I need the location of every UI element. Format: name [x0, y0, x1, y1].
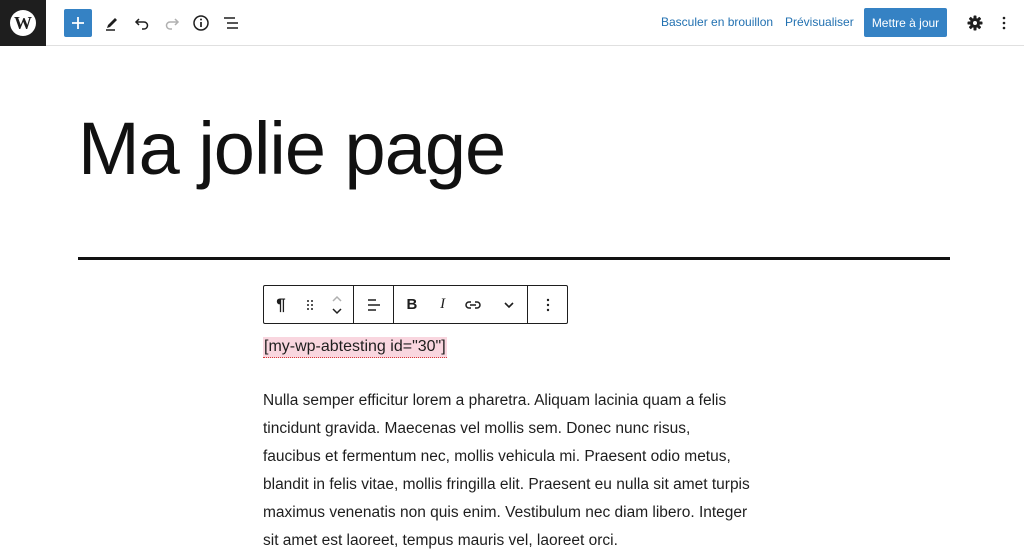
shortcode-text[interactable]: [my-wp-abtesting id="30"] [263, 337, 447, 358]
add-block-button[interactable] [64, 9, 92, 37]
update-button[interactable]: Mettre à jour [864, 8, 947, 37]
drag-handle-icon [306, 299, 314, 311]
paragraph-line: tincidunt gravida. Maecenas vel mollis sem. Donec nunc risus, [263, 420, 691, 437]
separator-block[interactable] [78, 257, 950, 260]
alignment-group [354, 286, 394, 323]
page-title[interactable]: Ma jolie page [78, 107, 506, 190]
paragraph-line: faucibus et fermentum nec, mollis vehicula mi. Praesent odio metus, [263, 448, 731, 465]
block-mover [322, 286, 352, 323]
gear-icon [967, 15, 983, 31]
more-vertical-icon [546, 298, 550, 312]
move-down-icon[interactable] [331, 307, 343, 315]
details-button[interactable] [187, 9, 215, 37]
paragraph-line: blandit in felis vitae, mollis fringilla elit. Praesent eu nulla sit amet turpis [263, 476, 750, 493]
chevron-down-icon [503, 301, 515, 309]
format-group [394, 286, 528, 323]
block-toolbar [263, 285, 568, 324]
switch-to-draft-button[interactable]: Basculer en brouillon [661, 15, 774, 29]
more-vertical-icon [1002, 16, 1006, 30]
wordpress-logo-mark [10, 10, 36, 36]
drag-handle[interactable] [298, 286, 322, 323]
italic-button[interactable]: I [440, 296, 446, 312]
options-button[interactable] [990, 9, 1018, 37]
paragraph-line: Nulla semper efficitur lorem a pharetra. Aliquam lacinia quam a felis [263, 392, 727, 409]
tools-button[interactable] [98, 9, 126, 37]
preview-button[interactable]: Prévisualiser [785, 15, 854, 29]
undo-button[interactable] [128, 9, 156, 37]
block-options-button[interactable] [528, 286, 567, 323]
block-type-group [264, 286, 354, 323]
block-type-button[interactable]: ¶ [276, 294, 286, 314]
block-options-group [528, 286, 567, 323]
link-icon [464, 300, 482, 310]
paragraph-block[interactable] [263, 387, 783, 555]
plus-icon [71, 16, 85, 30]
redo-button[interactable] [158, 9, 186, 37]
move-up-icon[interactable] [331, 295, 343, 303]
wordpress-logo-icon[interactable] [0, 0, 46, 46]
align-button[interactable] [354, 286, 393, 323]
list-view-button[interactable] [217, 9, 245, 37]
editor-header [0, 0, 1024, 46]
logo-letter: W [14, 13, 32, 33]
pencil-icon [104, 15, 120, 31]
redo-icon [164, 15, 180, 31]
more-formats-button[interactable] [491, 286, 527, 323]
link-button[interactable] [456, 286, 492, 323]
paragraph-line: sit amet est laoreet, tempus mauris vel, laoreet orci. [263, 532, 618, 549]
list-view-icon [222, 15, 240, 31]
paragraph-line: maximus venenatis non quis enim. Vestibulum nec diam libero. Integer [263, 504, 748, 521]
settings-button[interactable] [961, 9, 989, 37]
bold-button[interactable]: B [406, 296, 418, 313]
align-left-icon [366, 298, 382, 312]
undo-icon [134, 15, 150, 31]
info-icon [192, 14, 210, 32]
